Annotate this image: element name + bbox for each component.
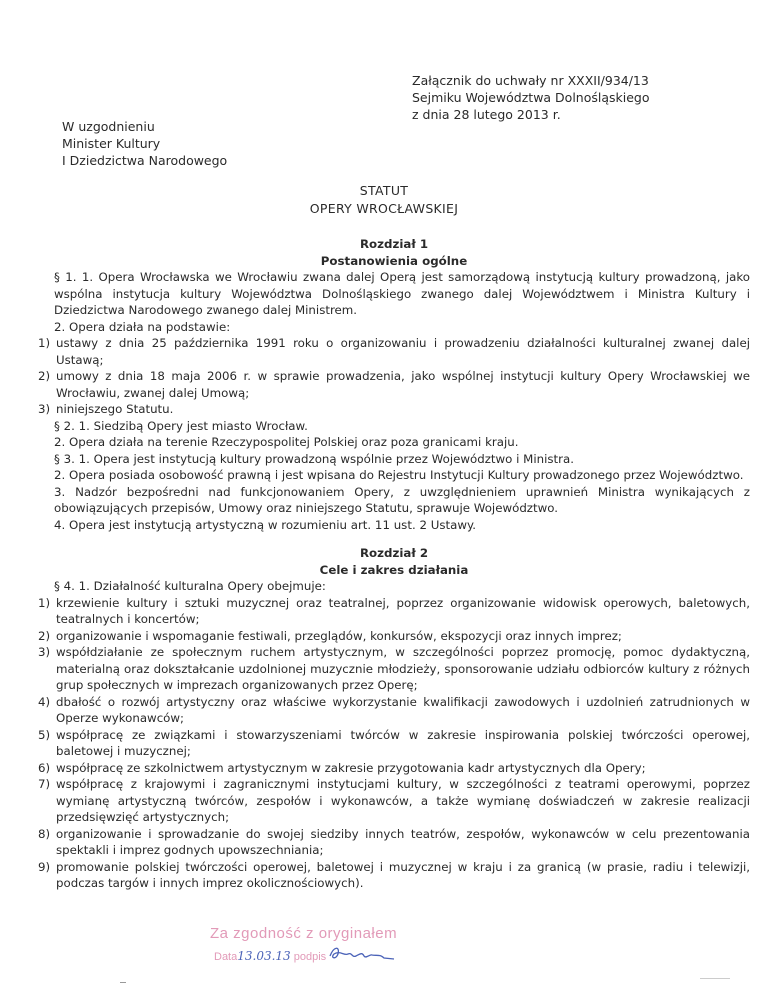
list-item-number: 2): [38, 369, 51, 383]
list-item-number: 6): [38, 760, 51, 775]
list-item-number: 1): [38, 595, 51, 610]
list-item-number: 5): [38, 727, 51, 742]
list-item: [38, 694, 750, 727]
list-item-text: dbałość o rozwój artystyczny oraz właściwe wykorzystanie kwalifikacji zawodowych i uzdolnień zatrudnionych w Operze wykonawców;: [56, 694, 750, 725]
paragraph-3-1: § 3. 1. Opera jest instytucją kultury prowadzoną wspólnie przez Województwo i Ministra.: [54, 451, 574, 466]
scan-dash-left: [120, 982, 126, 983]
list-item: [38, 760, 750, 777]
list-item: [38, 776, 750, 826]
list-item-number: 1): [38, 336, 51, 350]
paragraph-3-3: 3. Nadzór bezpośredni nad funkcjonowaniem Opery, z uwzględnieniem uprawnień Ministra wynikających z obowiązujących przepisów, Umowy oraz niniejszego Statutu, sprawuje Województwo.: [54, 484, 750, 515]
list-item-text: organizowanie i sprowadzanie do swojej siedziby innych teatrów, zespołów, wykonawców w celu prezentowania spektakli i imprez godnych upowszechniania;: [56, 826, 750, 857]
annex-line-2: Sejmiku Województwa Dolnośląskiego: [412, 90, 650, 105]
chapter-2-list: [38, 595, 750, 892]
list-item-text: współpracę ze związkami i stowarzyszeniami twórców w zakresie inspirowania polskiej twórczości operowej, baletowej i muzycznej;: [56, 727, 750, 758]
chapter-2: [38, 545, 750, 892]
agreement-line-1: W uzgodnieniu: [62, 119, 155, 134]
title-line-2: OPERY WROCŁAWSKIEJ: [309, 201, 459, 216]
paragraph-1-1: § 1. 1. Opera Wrocławska we Wrocławiu zwana dalej Operą jest samorządową instytucją kultury prowadzoną, jako wspólna instytucja kultury Województwa Dolnośląskiego zwanego dalej Województwem i Ministra Kultury i Dziedzictwa Narodowego zwanego dalej Ministrem.: [54, 270, 750, 317]
list-item-number: 2): [38, 628, 51, 643]
list-item-number: 9): [38, 859, 51, 874]
document-body: [38, 236, 750, 892]
list-item-text: umowy z dnia 18 maja 2006 r. w sprawie prowadzenia, jako wspólnej instytucji kultury Opery Wrocławskiej we Wrocławiu, zwanej dalej Umową;: [56, 369, 750, 400]
list-item: [38, 644, 750, 694]
list-item-number: 8): [38, 826, 51, 841]
annex-header: [412, 72, 732, 123]
agreement-line-3: I Dziedzictwa Narodowego: [62, 153, 228, 168]
list-item-number: 4): [38, 694, 51, 709]
annex-line-1: Załącznik do uchwały nr XXXII/934/13: [412, 73, 649, 88]
list-item-text: organizowanie i wspomaganie festiwali, przeglądów, konkursów, ekspozycji oraz innych imprez;: [56, 628, 622, 643]
list-item-text: współpracę ze szkolnictwem artystycznym w zakresie przygotowania kadr artystycznych dla Opery;: [56, 760, 646, 775]
list-item: [38, 595, 750, 628]
paragraph-3-4: 4. Opera jest instytucją artystyczną w rozumieniu art. 11 ust. 2 Ustawy.: [54, 517, 477, 532]
stamp-signature-label: podpis: [293, 951, 327, 963]
list-item-text: ustawy z dnia 25 października 1991 roku o organizowaniu i prowadzeniu działalności kulturalnej zwanej dalej Ustawą;: [56, 336, 750, 367]
paragraph-2-1: § 2. 1. Siedzibą Opery jest miasto Wrocław.: [54, 418, 308, 433]
list-item: [38, 335, 750, 368]
list-item: [38, 859, 750, 892]
list-item-number: 3): [38, 402, 51, 416]
handwritten-signature: [326, 942, 396, 964]
annex-line-3: z dnia 28 lutego 2013 r.: [412, 107, 561, 122]
list-item: [38, 628, 750, 645]
list-item-text: współpracę z krajowymi i zagranicznymi instytucjami kultury, w szczególności z teatrami operowymi, poprzez wymianę artystyczną twórców, zespołów i wykonawców, a także wymianę doświadczeń w zakresie realizacji przedsięwzięć artystycznych;: [56, 777, 750, 824]
scan-dash-right: [700, 978, 730, 979]
chapter-1-list: [38, 335, 750, 418]
list-item-text: promowanie polskiej twórczości operowej, baletowej i muzycznej w kraju i za granicą (w prasie, radiu i telewizji, podczas targów i innych imprez okolicznościowych).: [56, 859, 750, 890]
title-line-1: STATUT: [359, 183, 409, 198]
list-item: [38, 727, 750, 760]
paragraph-1-2: 2. Opera działa na podstawie:: [54, 319, 231, 334]
paragraph-2-2: 2. Opera działa na terenie Rzeczypospolitej Polskiej oraz poza granicami kraju.: [54, 435, 519, 449]
agreement-block: [62, 118, 322, 169]
chapter-2-heading: Rozdział 2: [359, 546, 429, 560]
agreement-line-2: Minister Kultury: [62, 136, 161, 151]
list-item-number: 3): [38, 645, 51, 659]
chapter-1: [38, 236, 750, 533]
list-item-number: 7): [38, 777, 51, 791]
chapter-1-heading: Rozdział 1: [359, 237, 429, 251]
list-item-text: niniejszego Statutu.: [56, 402, 174, 416]
stamp-date-label: Data: [214, 951, 238, 963]
list-item-text: współdziałanie ze społecznym ruchem artystycznym, w szczególności poprzez promocję, pomoc dydaktyczną, materialną oraz dokształcanie uzdolnionej muzycznie młodzieży, sponsorowanie udziału odbiorców kultury z różnych grup społecznych w imprezach organizowanych przez Operę;: [56, 645, 750, 692]
document-title: [0, 182, 768, 218]
certification-stamp: Za zgodność z oryginałem: [210, 925, 398, 942]
stamp-date-signature-line: [214, 949, 326, 963]
chapter-2-subheading: Cele i zakres działania: [319, 562, 469, 577]
list-item: [38, 368, 750, 401]
paragraph-4-1: § 4. 1. Działalność kulturalna Opery obejmuje:: [54, 579, 326, 593]
list-item: [38, 826, 750, 859]
list-item-text: krzewienie kultury i sztuki muzycznej oraz teatralnej, poprzez organizowanie widowisk operowych, baletowych, teatralnych i koncertów;: [56, 595, 750, 626]
handwritten-date: 13.03.13: [237, 949, 291, 963]
chapter-1-subheading: Postanowienia ogólne: [320, 253, 468, 268]
list-item: [38, 401, 750, 418]
paragraph-3-2: 2. Opera posiada osobowość prawną i jest wpisana do Rejestru Instytucji Kultury prowadzonego przez Województwo.: [54, 468, 744, 482]
